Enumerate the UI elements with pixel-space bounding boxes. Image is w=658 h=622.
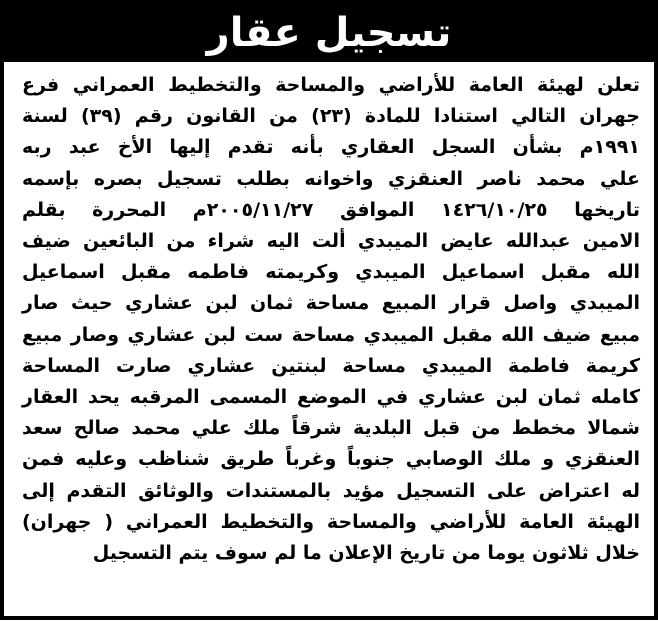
body-line: كامله ثمان لبن عشاري في الموضع المسمى المرقبه يحد العقار <box>22 386 640 409</box>
body-line: الهيئة العامة للأراضي والمساحة والتخطيط العمراني ( جهران) <box>22 510 640 533</box>
body-line: الميبدي واصل قرار المبيع مساحة ثمان لبن عشاري حيث صار <box>22 292 640 315</box>
body-line: له اعتراض على التسجيل مؤيد بالمستندات والوثائق التقدم إلى <box>22 479 640 502</box>
body-line: كريمة فاطمة الميبدي مساحة لبنتين عشاري صارت المساحة <box>22 354 640 377</box>
notice-title: تسجيل عقار <box>206 10 452 56</box>
body-line: تاريخها ١٤٢٦/١٠/٢٥ الموافق ٢٠٠٥/١١/٢٧م المحررة بقلم <box>22 198 640 221</box>
body-line: الله مقبل اسماعيل الميبدي وكريمته فاطمه مقبل اسماعيل <box>22 261 640 284</box>
body-line: العنقزي و ملك الوصابي جنوباً وغرباً طريق شناظب وعليه فمن <box>22 448 640 471</box>
notice-body <box>22 70 640 569</box>
body-line: خلال ثلاثون يوما من تاريخ الإعلان ما لم سوف يتم التسجيل <box>92 542 640 565</box>
body-line: تعلن لهيئة العامة للأراضي والمساحة والتخطيط العمراني فرع <box>22 74 640 96</box>
body-line: الامين عبدالله عايض الميبدي ألت اليه شراء من البائعين ضيف <box>22 230 640 253</box>
body-line: مبيع ضيف الله مقبل الميبدي مساحة ست لبن عشاري وصار مبيع <box>22 323 640 346</box>
body-line: ١٩٩١م بشأن السجل العقاري بأنه تقدم إليها الأخ عبد ربه <box>22 136 640 159</box>
notice-header <box>4 4 654 62</box>
body-line: شمالا مخطط من قبل البلدية شرقاً ملك علي محمد صالح سعد <box>22 417 640 440</box>
body-line: جهران التالي استنادا للمادة (٢٣) من القانون رقم (٣٩) لسنة <box>22 105 640 128</box>
body-line: علي محمد ناصر العنقزي واخوانه بطلب تسجيل بصره بإسمه <box>22 167 640 190</box>
